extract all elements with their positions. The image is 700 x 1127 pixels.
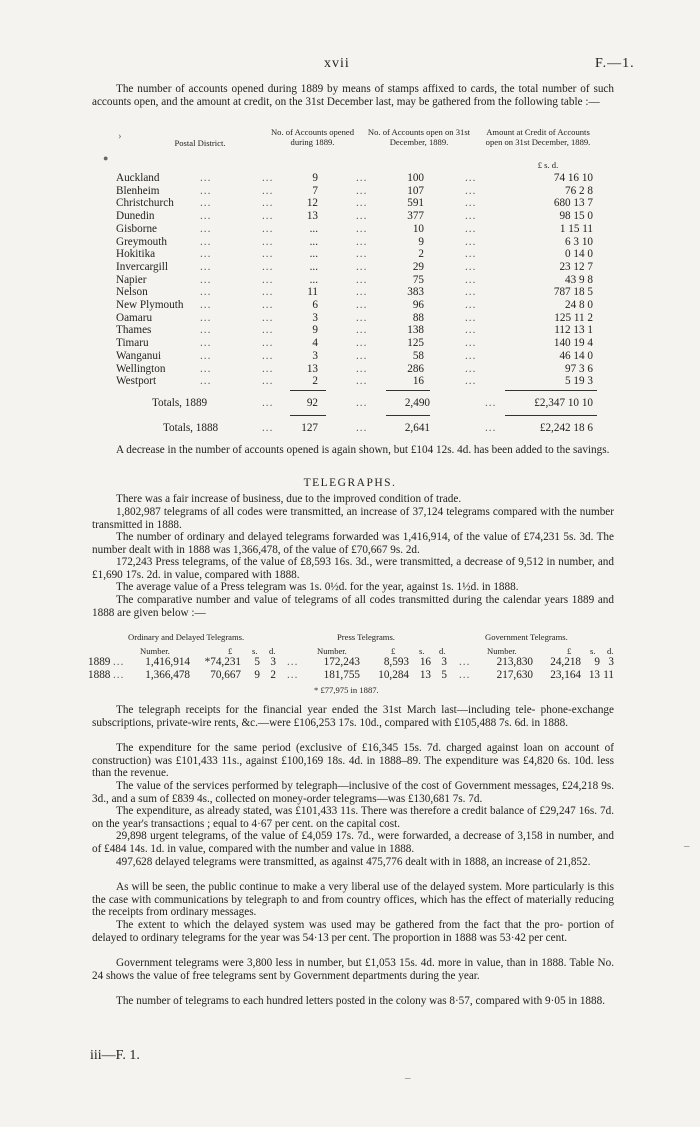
stamp-table-row bbox=[0, 312, 700, 325]
stamp-table-row bbox=[0, 375, 700, 388]
leader-dots: ... bbox=[200, 299, 212, 311]
accounts-opened: 3 bbox=[312, 311, 318, 324]
accounts-open: 58 bbox=[412, 349, 424, 362]
leader-dots: ... bbox=[465, 337, 477, 350]
leader-dots: ... bbox=[200, 172, 212, 184]
ordinary-shillings: 9 bbox=[254, 668, 260, 681]
amount-at-credit: 24 8 0 bbox=[565, 299, 593, 311]
services-value-paragraph: The value of the services performed by telegraph—inclusive of the cost of Government messages, £24,218 9s. 3d., and a sum of £839 4s., collected on money-order telegrams—was £130,681 7s. 7d. bbox=[92, 780, 614, 805]
leader-dots: ... bbox=[356, 184, 368, 197]
group-header-ordinary: Ordinary and Delayed Telegrams. bbox=[128, 632, 245, 642]
accounts-opened: 9 bbox=[312, 324, 318, 337]
totals-opened: 92 bbox=[306, 397, 318, 409]
leader-dots: ... bbox=[465, 260, 477, 273]
district-name: Auckland bbox=[116, 172, 160, 184]
totals-amount: £2,242 18 6 bbox=[539, 422, 593, 434]
leader-dots: ... bbox=[356, 362, 368, 375]
amount-at-credit: 140 19 4 bbox=[553, 337, 593, 350]
government-telegrams-paragraph: Government telegrams were 3,800 less in number, but £1,053 15s. 4d. more in value, than in 1888. Table No. 24 shows the value of free telegrams sent by Government departments during the year. bbox=[92, 957, 614, 982]
accounts-opened: ... bbox=[309, 248, 318, 261]
accounts-opened: 4 bbox=[312, 337, 318, 350]
telegraph-para-3: The number of ordinary and delayed telegrams forwarded was 1,416,914, of the value of £74,231 5s. 3d. The number dealt with in 1888 was 1,366,478, of the value of £70,667 9s. 2d. bbox=[92, 531, 614, 556]
leader-dots: ... bbox=[465, 222, 477, 235]
accounts-open: 100 bbox=[407, 172, 424, 184]
stamp-table-row bbox=[0, 261, 700, 274]
leader-dots: ... bbox=[356, 375, 368, 388]
amount-at-credit: 98 15 0 bbox=[559, 210, 593, 223]
leader-dots: ... bbox=[465, 299, 477, 311]
rule-opened-2 bbox=[290, 415, 326, 416]
stamp-table-row bbox=[0, 223, 700, 236]
leader-dots: ... bbox=[262, 273, 274, 286]
amount-at-credit: 5 19 3 bbox=[565, 375, 593, 388]
stamp-table-row bbox=[0, 286, 700, 299]
accounts-opened: 13 bbox=[306, 362, 318, 375]
amount-at-credit: 74 16 10 bbox=[553, 172, 593, 184]
accounts-open: 377 bbox=[407, 210, 424, 223]
district-name: Timaru bbox=[116, 337, 149, 350]
leader-dots: ... bbox=[465, 172, 477, 184]
district-name: Blenheim bbox=[116, 184, 160, 197]
leader-dots: ... bbox=[356, 260, 368, 273]
leader-dots: ... bbox=[485, 422, 497, 434]
accounts-open: 2 bbox=[418, 248, 424, 261]
accounts-opened: 6 bbox=[312, 299, 318, 311]
col-header-open: No. of Accounts open on 31st December, 1889. bbox=[367, 127, 471, 147]
stamp-table-row bbox=[0, 274, 700, 287]
district-name: Oamaru bbox=[116, 311, 153, 324]
pence-header-press: d. bbox=[439, 646, 446, 656]
district-name: Invercargill bbox=[116, 260, 168, 273]
leader-dots: ... bbox=[262, 397, 274, 409]
accounts-opened: 12 bbox=[306, 197, 318, 210]
decrease-paragraph: A decrease in the number of accounts opened is again shown, but £104 12s. 4d. has been added to the savings. bbox=[116, 444, 610, 456]
government-shillings: 9 bbox=[594, 656, 600, 668]
totals-label: Totals, 1888 bbox=[163, 422, 219, 434]
col-header-opened: No. of Accounts opened during 1889. bbox=[270, 127, 355, 147]
stamp-table-row bbox=[0, 299, 700, 312]
leader-dots: ... bbox=[356, 337, 368, 350]
leader-dots: ... bbox=[200, 184, 212, 197]
lsd-header: £ s. d. bbox=[537, 160, 559, 170]
year-cell: 1888 bbox=[88, 668, 111, 681]
pence-header-ordinary: d. bbox=[269, 646, 276, 656]
accounts-opened: 7 bbox=[312, 184, 318, 197]
leader-dots: ... bbox=[485, 397, 497, 409]
accounts-open: 29 bbox=[412, 260, 424, 273]
accounts-opened: 3 bbox=[312, 349, 318, 362]
leader-dots: ... bbox=[459, 668, 471, 681]
leader-dots: ... bbox=[356, 349, 368, 362]
district-name: Greymouth bbox=[116, 235, 167, 248]
leader-dots: ... bbox=[465, 197, 477, 210]
totals-opened: 127 bbox=[301, 422, 318, 434]
district-name: Gisborne bbox=[116, 222, 158, 235]
amount-at-credit: 787 18 5 bbox=[553, 286, 593, 299]
leader-dots: ... bbox=[262, 222, 274, 235]
delayed-telegrams-paragraph: 497,628 delayed telegrams were transmitted, as against 475,776 dealt with in 1888, an increase of 21,852. bbox=[116, 856, 591, 868]
col-header-district: Postal District. bbox=[174, 138, 226, 148]
leader-dots: ... bbox=[465, 324, 477, 337]
leader-dots: ... bbox=[356, 286, 368, 299]
leader-dots: ... bbox=[262, 422, 274, 434]
press-pence: 3 bbox=[441, 656, 447, 668]
amount-at-credit: 1 15 11 bbox=[559, 222, 593, 235]
district-name: Nelson bbox=[116, 286, 148, 299]
leader-dots: ... bbox=[356, 222, 368, 235]
leader-dots: ... bbox=[200, 324, 212, 337]
leader-dots: ... bbox=[465, 235, 477, 248]
accounts-open: 10 bbox=[412, 222, 424, 235]
credit-balance-paragraph: The expenditure, as already stated, was £101,433 11s. There was therefore a credit balance of £29,247 16s. 7d. on the year's transactions ; equal to 4·67 per cent. on the capital cost. bbox=[92, 805, 614, 830]
rule-amount-2 bbox=[505, 415, 597, 416]
leader-dots: ... bbox=[200, 362, 212, 375]
district-name: New Plymouth bbox=[116, 299, 184, 311]
district-name: Thames bbox=[116, 324, 152, 337]
paper-reference: F.—1. bbox=[595, 56, 635, 71]
leader-dots: ... bbox=[262, 324, 274, 337]
government-pounds: 24,218 bbox=[550, 656, 581, 668]
district-name: Westport bbox=[116, 375, 157, 388]
district-name: Christchurch bbox=[116, 197, 174, 210]
amount-at-credit: 46 14 0 bbox=[559, 349, 593, 362]
totals-label: Totals, 1889 bbox=[152, 397, 208, 409]
rule-open bbox=[386, 390, 430, 391]
leader-dots: ... bbox=[465, 184, 477, 197]
stamp-table-row bbox=[0, 324, 700, 337]
accounts-opened: 9 bbox=[312, 172, 318, 184]
telegraph-para-1: There was a fair increase of business, due to the improved condition of trade. bbox=[116, 493, 462, 505]
leader-dots: ... bbox=[356, 197, 368, 210]
leader-dots: ... bbox=[262, 286, 274, 299]
rule-opened bbox=[290, 390, 326, 391]
leader-dots: ... bbox=[465, 375, 477, 388]
leader-dots: ... bbox=[356, 235, 368, 248]
leader-dots: ... bbox=[465, 362, 477, 375]
leader-dots: ... bbox=[262, 260, 274, 273]
ordinary-shillings: 5 bbox=[254, 656, 260, 668]
expenditure-paragraph: The expenditure for the same period (exclusive of £16,345 15s. 7d. charged against loan on account of construction) was £101,433 11s., against £100,169 18s. 4d. in 1888–89. The expenditure was £4,820 6s. 10d. less than the revenue. bbox=[92, 742, 614, 780]
accounts-opened: 13 bbox=[306, 210, 318, 223]
accounts-opened: 2 bbox=[312, 375, 318, 388]
scan-mark: – bbox=[684, 840, 690, 852]
press-pounds: 8,593 bbox=[383, 656, 409, 668]
accounts-opened: ... bbox=[309, 260, 318, 273]
accounts-opened: ... bbox=[309, 222, 318, 235]
accounts-open: 75 bbox=[412, 273, 424, 286]
leader-dots: ... bbox=[356, 299, 368, 311]
totals-open: 2,641 bbox=[404, 422, 430, 434]
leader-dots: ... bbox=[262, 311, 274, 324]
number-header-government: Number. bbox=[487, 646, 517, 656]
government-number: 213,830 bbox=[496, 656, 533, 668]
leader-dots: ... bbox=[287, 668, 299, 681]
amount-at-credit: 112 13 1 bbox=[554, 324, 593, 337]
accounts-opened: ... bbox=[309, 235, 318, 248]
government-pounds: 23,164 bbox=[550, 668, 581, 681]
amount-at-credit: 43 9 8 bbox=[565, 273, 593, 286]
leader-dots: ... bbox=[262, 248, 274, 261]
district-name: Wanganui bbox=[116, 349, 162, 362]
leader-dots: ... bbox=[459, 656, 471, 668]
leader-dots: ... bbox=[262, 375, 274, 388]
delayed-system-paragraph: As will be seen, the public continue to make a very liberal use of the delayed system. More particularly is this the case with communications by telegraph to and from country offices, which has the effect of materially reducing the receipts from ordinary messages. bbox=[92, 881, 614, 919]
leader-dots: ... bbox=[356, 422, 368, 434]
urgent-telegrams-paragraph: 29,898 urgent telegrams, of the value of £4,059 17s. 7d., were forwarded, a decrease of 3,158 in number, and of £484 14s. 1d. in value, compared with the number and value in 1888. bbox=[92, 830, 614, 855]
pound-header-press: £ bbox=[391, 646, 396, 656]
leader-dots: ... bbox=[262, 210, 274, 223]
accounts-opened: ... bbox=[309, 273, 318, 286]
totals-amount: £2,347 10 10 bbox=[534, 397, 593, 409]
scan-mark: ● bbox=[103, 153, 109, 163]
district-name: Hokitika bbox=[116, 248, 156, 261]
press-number: 172,243 bbox=[323, 656, 360, 668]
stamp-table-row bbox=[0, 210, 700, 223]
telegraph-para-6: The comparative number and value of telegrams of all codes transmitted during the calendar years 1889 and 1888 are given below :— bbox=[92, 594, 614, 619]
amount-at-credit: 76 2 8 bbox=[565, 184, 593, 197]
leader-dots: ... bbox=[200, 197, 212, 210]
press-pounds: 10,284 bbox=[378, 668, 409, 681]
ordinary-pounds: *74,231 bbox=[204, 656, 241, 668]
leader-dots: ... bbox=[356, 210, 368, 223]
leader-dots: ... bbox=[356, 311, 368, 324]
leader-dots: ... bbox=[200, 222, 212, 235]
intro-paragraph: The number of accounts opened during 1889 by means of stamps affixed to cards, the total number of such accounts open, and the amount at credit, on the 31st December last, may be gathered from the following table :— bbox=[92, 83, 614, 108]
stamp-table-row bbox=[0, 363, 700, 376]
stamp-table-row bbox=[0, 185, 700, 198]
leader-dots: ... bbox=[113, 668, 125, 681]
ordinary-pounds: 70,667 bbox=[210, 668, 241, 681]
leader-dots: ... bbox=[287, 656, 299, 668]
leader-dots: ... bbox=[113, 656, 125, 668]
amount-at-credit: 6 3 10 bbox=[565, 235, 593, 248]
leader-dots: ... bbox=[200, 337, 212, 350]
accounts-open: 125 bbox=[407, 337, 424, 350]
leader-dots: ... bbox=[200, 248, 212, 261]
leader-dots: ... bbox=[200, 210, 212, 223]
table-footnote: * £77,975 in 1887. bbox=[314, 685, 379, 695]
district-name: Wellington bbox=[116, 362, 166, 375]
stamp-table-row bbox=[0, 236, 700, 249]
leader-dots: ... bbox=[465, 349, 477, 362]
stamp-table-row bbox=[0, 172, 700, 185]
telegrams-per-letters-paragraph: The number of telegrams to each hundred letters posted in the colony was 8·57, compared with 9·05 in 1888. bbox=[116, 995, 606, 1007]
number-header-press: Number. bbox=[317, 646, 347, 656]
page-footer: iii—F. 1. bbox=[90, 1048, 140, 1063]
leader-dots: ... bbox=[262, 299, 274, 311]
shilling-header-press: s. bbox=[419, 646, 425, 656]
government-pence: 3 bbox=[608, 656, 614, 668]
leader-dots: ... bbox=[262, 337, 274, 350]
press-shillings: 16 bbox=[419, 656, 431, 668]
group-header-press: Press Telegrams. bbox=[337, 632, 395, 642]
accounts-open: 383 bbox=[407, 286, 424, 299]
totals-row bbox=[0, 422, 700, 435]
shilling-header-government: s. bbox=[590, 646, 596, 656]
leader-dots: ... bbox=[465, 210, 477, 223]
leader-dots: ... bbox=[200, 311, 212, 324]
accounts-open: 591 bbox=[407, 197, 424, 210]
leader-dots: ... bbox=[200, 286, 212, 299]
leader-dots: ... bbox=[262, 172, 274, 184]
leader-dots: ... bbox=[262, 349, 274, 362]
press-shillings: 13 bbox=[419, 668, 431, 681]
telegraphs-heading: TELEGRAPHS. bbox=[303, 477, 397, 489]
press-pence: 5 bbox=[441, 668, 447, 681]
leader-dots: ... bbox=[465, 248, 477, 261]
number-header-ordinary: Number. bbox=[140, 646, 170, 656]
totals-row bbox=[0, 397, 700, 410]
leader-dots: ... bbox=[465, 286, 477, 299]
leader-dots: ... bbox=[262, 235, 274, 248]
year-cell: 1889 bbox=[88, 656, 111, 668]
leader-dots: ... bbox=[465, 273, 477, 286]
accounts-open: 138 bbox=[407, 324, 424, 337]
district-name: Napier bbox=[116, 273, 147, 286]
accounts-open: 9 bbox=[418, 235, 424, 248]
amount-at-credit: 0 14 0 bbox=[565, 248, 593, 261]
rule-amount bbox=[505, 390, 597, 391]
proportion-paragraph: The extent to which the delayed system was used may be gathered from the fact that the pro- portion of delayed to ordinary telegrams for the year was 54·13 per cent. The proportion in 1888 was 53·42 per cent. bbox=[92, 919, 614, 944]
telegraph-para-2: 1,802,987 telegrams of all codes were transmitted, an increase of 37,124 telegrams compared with the number transmitted in 1888. bbox=[92, 506, 614, 531]
government-number: 217,630 bbox=[496, 668, 533, 681]
accounts-open: 16 bbox=[412, 375, 424, 388]
leader-dots: ... bbox=[200, 273, 212, 286]
telegraph-para-4: 172,243 Press telegrams, of the value of £8,593 16s. 3d., were transmitted, a decrease of 9,512 in number, and £1,690 17s. 2d. in value, compared with 1888. bbox=[92, 556, 614, 581]
leader-dots: ... bbox=[465, 311, 477, 324]
pound-header-ordinary: £ bbox=[228, 646, 233, 656]
accounts-open: 107 bbox=[407, 184, 424, 197]
ordinary-pence: 2 bbox=[270, 668, 276, 681]
leader-dots: ... bbox=[262, 362, 274, 375]
telegrams-table-row bbox=[0, 669, 700, 682]
pound-header-government: £ bbox=[567, 646, 572, 656]
leader-dots: ... bbox=[200, 375, 212, 388]
leader-dots: ... bbox=[356, 397, 368, 409]
accounts-open: 88 bbox=[412, 311, 424, 324]
district-name: Dunedin bbox=[116, 210, 155, 223]
page-number: xvii bbox=[324, 56, 350, 71]
leader-dots: ... bbox=[356, 324, 368, 337]
scan-mark: › bbox=[118, 130, 122, 142]
amount-at-credit: 97 3 6 bbox=[565, 362, 593, 375]
leader-dots: ... bbox=[262, 184, 274, 197]
amount-at-credit: 125 11 2 bbox=[554, 311, 593, 324]
amount-at-credit: 680 13 7 bbox=[553, 197, 593, 210]
accounts-open: 96 bbox=[412, 299, 424, 311]
stamp-table-row bbox=[0, 197, 700, 210]
government-pence: 11 bbox=[603, 668, 614, 681]
amount-at-credit: 23 12 7 bbox=[559, 260, 593, 273]
leader-dots: ... bbox=[200, 349, 212, 362]
col-header-amount: Amount at Credit of Accounts open on 31st December, 1889. bbox=[485, 127, 591, 147]
leader-dots: ... bbox=[200, 260, 212, 273]
shilling-header-ordinary: s. bbox=[252, 646, 258, 656]
rule-open-2 bbox=[386, 415, 430, 416]
pence-header-government: d. bbox=[607, 646, 614, 656]
press-number: 181,755 bbox=[323, 668, 360, 681]
ordinary-pence: 3 bbox=[270, 656, 276, 668]
leader-dots: ... bbox=[356, 273, 368, 286]
telegrams-table-row bbox=[0, 656, 700, 669]
leader-dots: ... bbox=[356, 172, 368, 184]
telegraph-para-5: The average value of a Press telegram was 1s. 0½d. for the year, against 1s. 1½d. in 1888. bbox=[116, 581, 519, 593]
ordinary-number: 1,416,914 bbox=[145, 656, 190, 668]
accounts-open: 286 bbox=[407, 362, 424, 375]
receipts-paragraph: The telegraph receipts for the financial year ended the 31st March last—including tele- phone-exchange subscriptions, private-wire rents, &c.—were £106,253 17s. 10d., compared with £105,488 7s. 6d. in 1888. bbox=[92, 704, 614, 729]
totals-open: 2,490 bbox=[404, 397, 430, 409]
leader-dots: ... bbox=[262, 197, 274, 210]
group-header-government: Government Telegrams. bbox=[485, 632, 568, 642]
scan-mark: – bbox=[405, 1072, 411, 1084]
accounts-opened: 11 bbox=[307, 286, 318, 299]
leader-dots: ... bbox=[200, 235, 212, 248]
stamp-table-row bbox=[0, 248, 700, 261]
government-shillings: 13 bbox=[588, 668, 600, 681]
ordinary-number: 1,366,478 bbox=[145, 668, 190, 681]
stamp-table-row bbox=[0, 350, 700, 363]
leader-dots: ... bbox=[356, 248, 368, 261]
stamp-table-row bbox=[0, 337, 700, 350]
